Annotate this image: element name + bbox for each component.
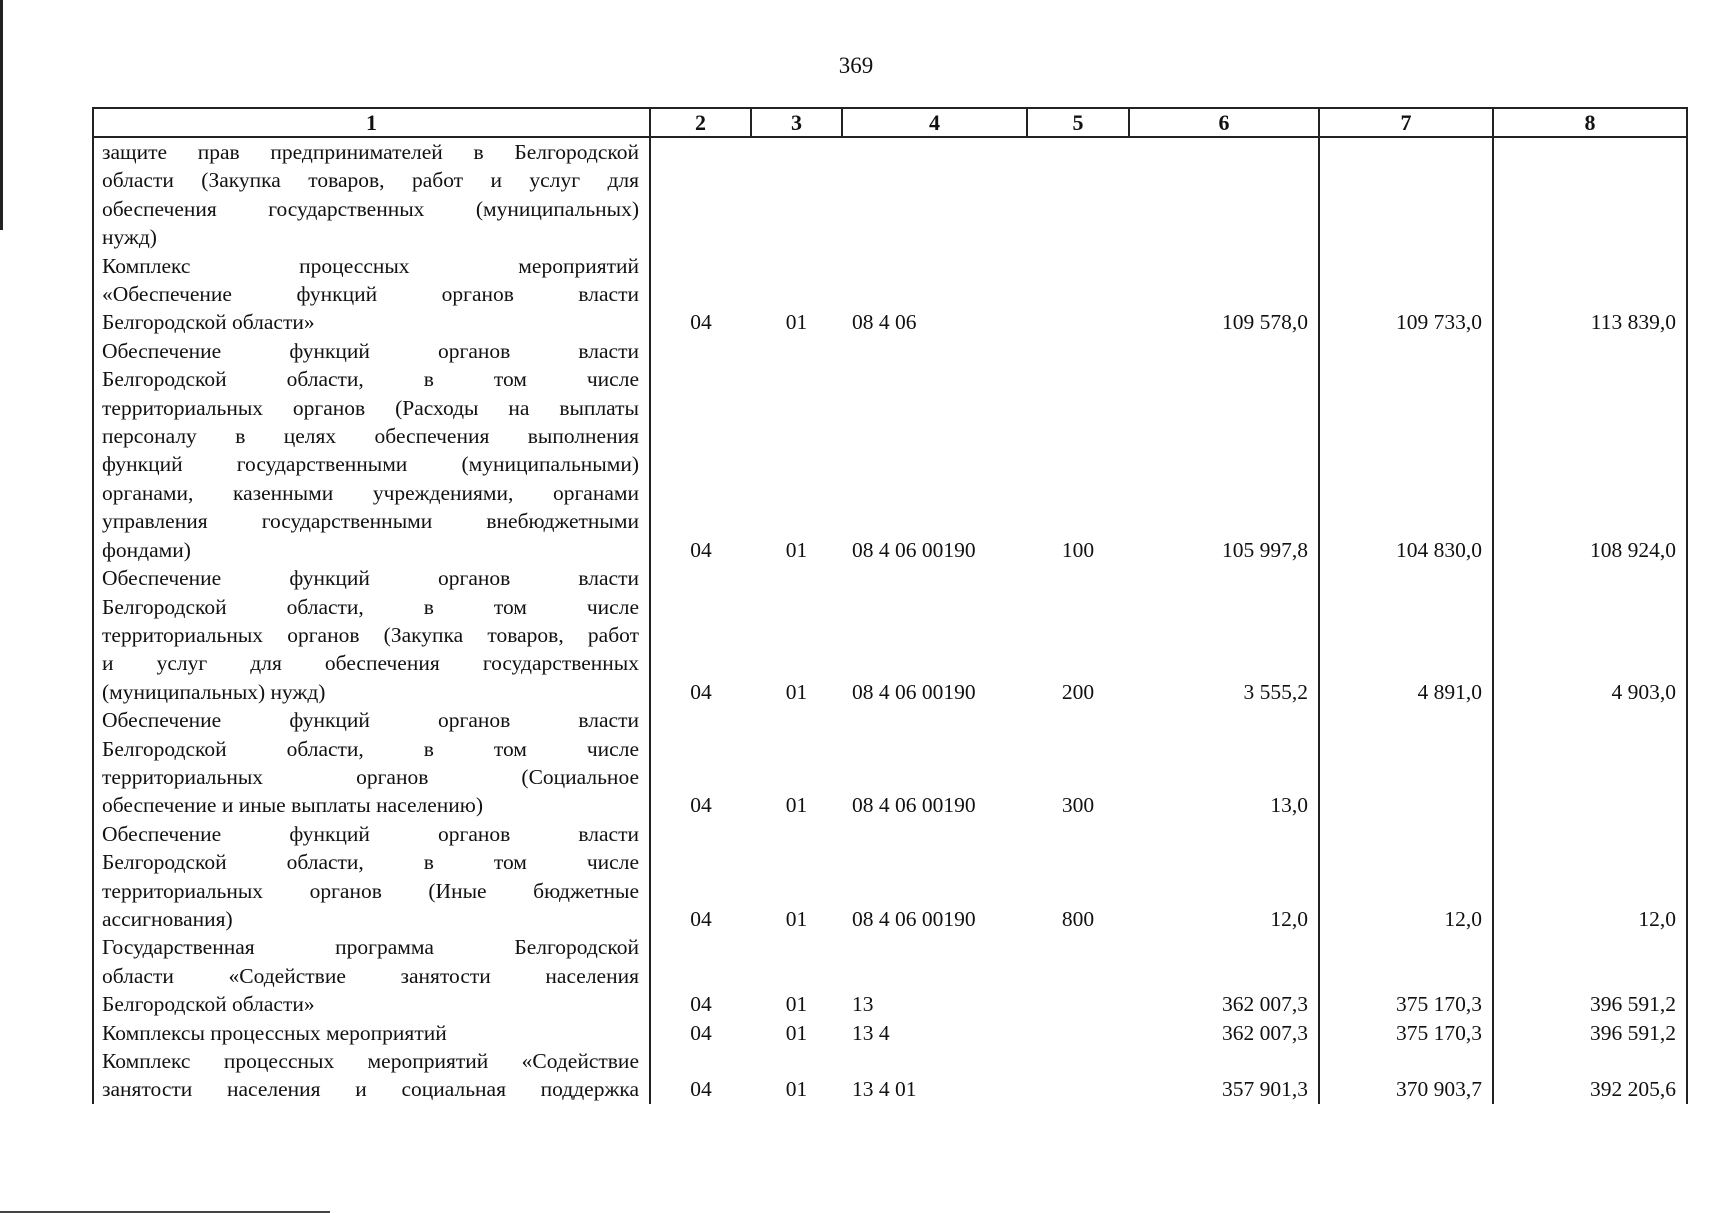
amount-col-6: 105 997,8 — [1129, 337, 1319, 564]
description-line: обеспечение и иные выплаты населению) — [102, 793, 484, 818]
header-col-5: 5 — [1027, 108, 1129, 137]
row-description — [93, 337, 650, 564]
section-code: 04 — [690, 992, 712, 1017]
amount-col-7: 109 733,0 — [1319, 252, 1493, 337]
description-line: Белгородской области, в том числе — [102, 736, 639, 761]
amount-col-7: 370 903,7 — [1319, 1047, 1493, 1104]
subsection-code: 01 — [785, 992, 808, 1017]
amount-col-8: 396 591,2 — [1493, 933, 1687, 1018]
amount-col-8: 12,0 — [1493, 820, 1687, 934]
section-code — [650, 137, 751, 252]
description-line: Белгородской области» — [102, 992, 315, 1017]
header-col-8: 8 — [1493, 108, 1687, 137]
header-col-4: 4 — [842, 108, 1027, 137]
target-article-code: 08 4 06 — [852, 310, 917, 335]
description-line: Обеспечение функций органов власти — [102, 566, 639, 591]
description-line: территориальных органов (Иные бюджетные — [102, 878, 639, 903]
description-line: (муниципальных) нужд) — [102, 679, 326, 704]
description-line: и услуг для обеспечения государственных — [102, 651, 639, 676]
description-line: Белгородской области, в том числе — [102, 850, 639, 875]
description-line: Белгородской области, в том числе — [102, 594, 639, 619]
amount-col-7 — [1319, 706, 1493, 820]
row-description — [93, 564, 650, 706]
expense-type-code — [1027, 1047, 1129, 1104]
budget-table — [92, 107, 1688, 1104]
section-code: 04 — [690, 1077, 712, 1102]
description-line: персоналу в целях обеспечения выполнения — [102, 424, 639, 449]
amount-col-6: 3 555,2 — [1129, 564, 1319, 706]
section-code: 04 — [690, 310, 712, 335]
subsection-code: 01 — [785, 679, 808, 704]
amount-col-7 — [1319, 137, 1493, 252]
expense-type-code: 800 — [1061, 906, 1095, 931]
description-line: функций государственными (муниципальными) — [102, 452, 639, 477]
amount-col-7: 375 170,3 — [1319, 933, 1493, 1018]
row-description — [93, 1019, 650, 1047]
row-description — [93, 820, 650, 934]
amount-col-7: 104 830,0 — [1319, 337, 1493, 564]
description-line: управления государственными внебюджетными — [102, 509, 639, 534]
section-code: 04 — [690, 793, 712, 818]
description-line: Белгородской области, в том числе — [102, 367, 639, 392]
amount-col-6: 357 901,3 — [1129, 1047, 1319, 1104]
table-row — [93, 252, 1687, 337]
description-line: территориальных органов (Расходы на выплаты — [102, 395, 639, 420]
expense-type-code — [1027, 933, 1129, 1018]
description-line: Обеспечение функций органов власти — [102, 338, 639, 363]
description-line: Обеспечение функций органов власти — [102, 821, 639, 846]
description-line: Комплекс процессных мероприятий «Содействие — [102, 1049, 639, 1073]
scan-edge-line — [0, 0, 3, 230]
header-col-7: 7 — [1319, 108, 1493, 137]
section-code: 04 — [690, 537, 712, 562]
description-line: защите прав предпринимателей в Белгородской — [102, 140, 639, 164]
description-line: фондами) — [102, 537, 191, 562]
table-body — [93, 137, 1687, 1104]
amount-col-8 — [1493, 137, 1687, 252]
subsection-code: 01 — [785, 793, 808, 818]
description-line: нужд) — [102, 225, 157, 250]
description-line: области «Содействие занятости населения — [102, 963, 639, 988]
description-line: территориальных органов (Закупка товаров, работ — [102, 622, 639, 647]
description-line: Обеспечение функций органов власти — [102, 708, 639, 733]
amount-col-8: 113 839,0 — [1493, 252, 1687, 337]
target-article-code: 08 4 06 00190 — [852, 793, 976, 818]
amount-col-6: 13,0 — [1129, 706, 1319, 820]
description-line: ассигнования) — [102, 906, 233, 931]
table-row — [93, 706, 1687, 820]
expense-type-code: 200 — [1061, 679, 1095, 704]
amount-col-8: 108 924,0 — [1493, 337, 1687, 564]
amount-col-7: 375 170,3 — [1319, 1019, 1493, 1047]
subsection-code: 01 — [785, 310, 808, 335]
description-line: занятости населения и социальная поддержка — [102, 1077, 639, 1102]
amount-col-6: 109 578,0 — [1129, 252, 1319, 337]
page-number: 369 — [838, 53, 874, 78]
header-row — [93, 108, 1687, 137]
description-line: области (Закупка товаров, работ и услуг для — [102, 168, 639, 193]
description-line: Комплексы процессных мероприятий — [102, 1020, 447, 1045]
description-line: территориальных органов (Социальное — [102, 764, 639, 789]
table-row — [93, 933, 1687, 1018]
table-row — [93, 1047, 1687, 1104]
target-article-code — [842, 137, 1027, 252]
expense-type-code: 300 — [1061, 793, 1095, 818]
subsection-code: 01 — [785, 1077, 808, 1102]
row-description — [93, 252, 650, 337]
amount-col-6: 362 007,3 — [1129, 933, 1319, 1018]
target-article-code: 13 4 — [852, 1020, 890, 1045]
header-col-6: 6 — [1129, 108, 1319, 137]
section-code: 04 — [690, 1020, 712, 1045]
amount-col-7: 12,0 — [1319, 820, 1493, 934]
amount-col-8: 392 205,6 — [1493, 1047, 1687, 1104]
row-description — [93, 137, 650, 252]
amount-col-8 — [1493, 706, 1687, 820]
description-line: органами, казенными учреждениями, органами — [102, 480, 639, 505]
description-line: Государственная программа Белгородской — [102, 935, 639, 960]
target-article-code: 08 4 06 00190 — [852, 679, 976, 704]
description-line: Белгородской области» — [102, 310, 315, 335]
table-row — [93, 337, 1687, 564]
description-line: обеспечения государственных (муниципальных) — [102, 196, 639, 221]
amount-col-6 — [1129, 137, 1319, 252]
amount-col-6: 12,0 — [1129, 820, 1319, 934]
subsection-code: 01 — [785, 537, 808, 562]
row-description — [93, 1047, 650, 1104]
amount-col-6: 362 007,3 — [1129, 1019, 1319, 1047]
table-row — [93, 137, 1687, 252]
row-description — [93, 706, 650, 820]
target-article-code: 08 4 06 00190 — [852, 906, 976, 931]
section-code: 04 — [690, 679, 712, 704]
expense-type-code — [1027, 137, 1129, 252]
header-col-2: 2 — [650, 108, 751, 137]
table-row — [93, 1019, 1687, 1047]
target-article-code: 13 4 01 — [852, 1077, 917, 1102]
description-line: Комплекс процессных мероприятий — [102, 253, 639, 278]
expense-type-code: 100 — [1061, 537, 1095, 562]
table-row — [93, 820, 1687, 934]
target-article-code: 13 — [852, 992, 874, 1017]
subsection-code: 01 — [785, 1020, 808, 1045]
section-code: 04 — [690, 906, 712, 931]
expense-type-code — [1027, 252, 1129, 337]
header-col-1: 1 — [93, 108, 650, 137]
subsection-code — [751, 137, 842, 252]
expense-type-code — [1027, 1019, 1129, 1047]
header-col-3: 3 — [751, 108, 842, 137]
amount-col-7: 4 891,0 — [1319, 564, 1493, 706]
amount-col-8: 396 591,2 — [1493, 1019, 1687, 1047]
subsection-code: 01 — [785, 906, 808, 931]
table-row — [93, 564, 1687, 706]
row-description — [93, 933, 650, 1018]
description-line: «Обеспечение функций органов власти — [102, 282, 639, 307]
amount-col-8: 4 903,0 — [1493, 564, 1687, 706]
target-article-code: 08 4 06 00190 — [852, 537, 976, 562]
